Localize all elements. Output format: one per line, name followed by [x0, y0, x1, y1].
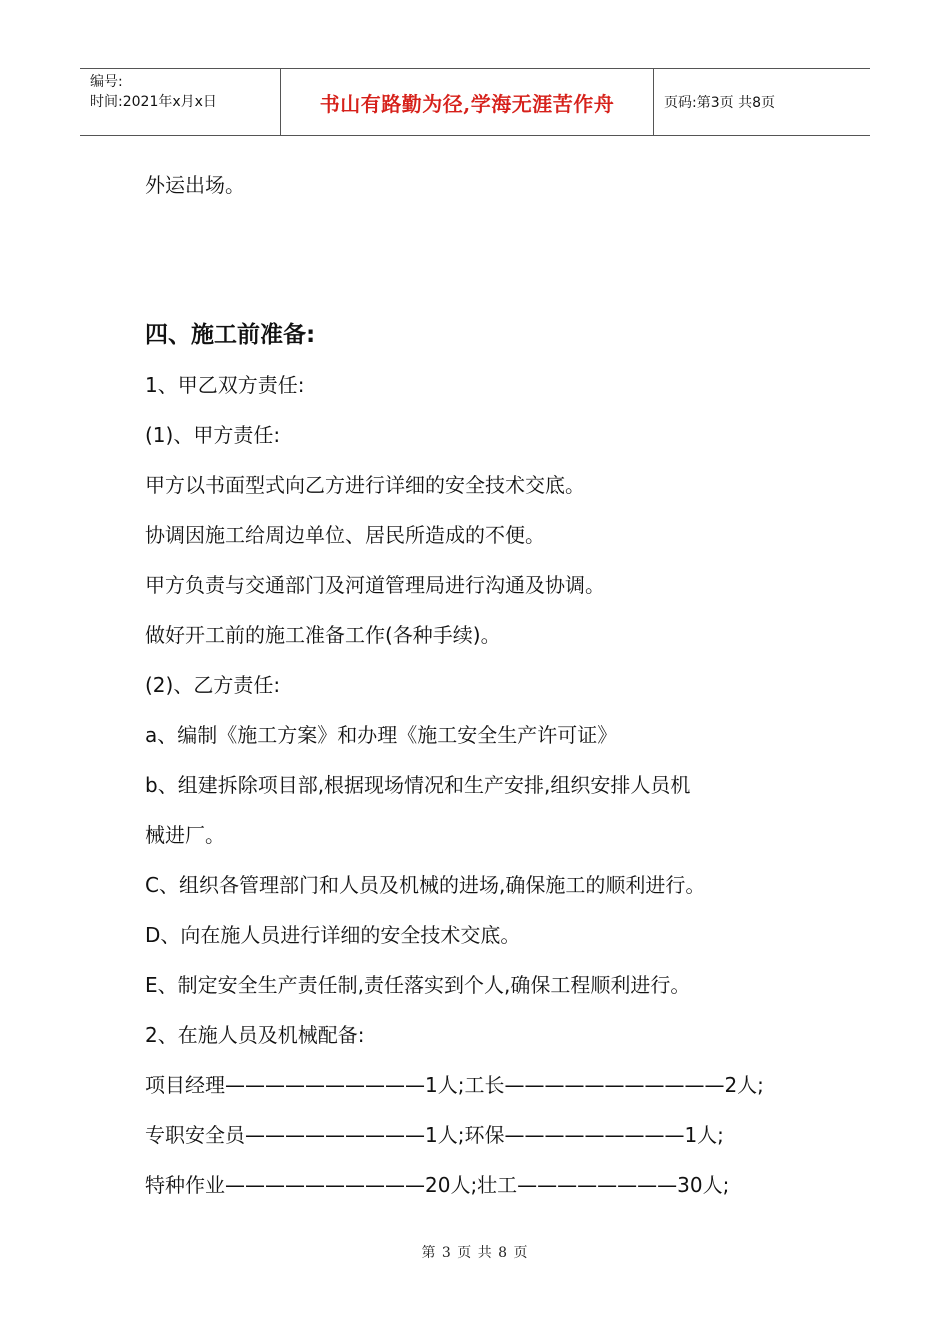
paragraph-line: 械进厂。: [145, 823, 225, 847]
paragraph-line: 协调因施工给周边单位、居民所造成的不便。: [145, 523, 545, 547]
staffing-line: 特种作业——————————20人;壮工————————30人;: [145, 1173, 730, 1197]
header-page-info: 页码:第3页 共8页: [664, 95, 775, 111]
number-label: 编号:: [90, 74, 123, 90]
paragraph-line: 2、在施人员及机械配备:: [145, 1023, 365, 1047]
carryover-text: 外运出场。: [145, 173, 245, 197]
section-title: 四、施工前准备:: [145, 322, 316, 348]
paragraph-line: 甲方以书面型式向乙方进行详细的安全技术交底。: [145, 473, 585, 497]
spacer: [145, 210, 825, 310]
staffing-line: 项目经理——————————1人;工长———————————2人;: [145, 1073, 764, 1097]
document-body: [145, 160, 825, 1210]
staffing-line: 专职安全员—————————1人;环保—————————1人;: [145, 1123, 724, 1147]
paragraph-line: C、组织各管理部门和人员及机械的进场,确保施工的顺利进行。: [145, 873, 706, 897]
paragraph-line: 1、甲乙双方责任:: [145, 373, 305, 397]
time-label: 时间:2021年x月x日: [90, 94, 217, 110]
paragraph-line: D、向在施人员进行详细的安全技术交底。: [145, 923, 521, 947]
paragraph-line: E、制定安全生产责任制,责任落实到个人,确保工程顺利进行。: [145, 973, 691, 997]
header-meta: [80, 69, 281, 135]
header-motto: 书山有路勤为径,学海无涯苦作舟: [281, 69, 654, 135]
paragraph-line: (1)、甲方责任:: [145, 423, 281, 447]
page-header: [80, 68, 870, 136]
paragraph-line: (2)、乙方责任:: [145, 673, 281, 697]
paragraph-line: 甲方负责与交通部门及河道管理局进行沟通及协调。: [145, 573, 605, 597]
paragraph-line: a、编制《施工方案》和办理《施工安全生产许可证》: [145, 723, 618, 747]
paragraph-line: b、组建拆除项目部,根据现场情况和生产安排,组织安排人员机: [145, 773, 691, 797]
paragraph-line: 做好开工前的施工准备工作(各种手续)。: [145, 623, 501, 647]
page-footer: 第 3 页 共 8 页: [421, 1245, 529, 1261]
